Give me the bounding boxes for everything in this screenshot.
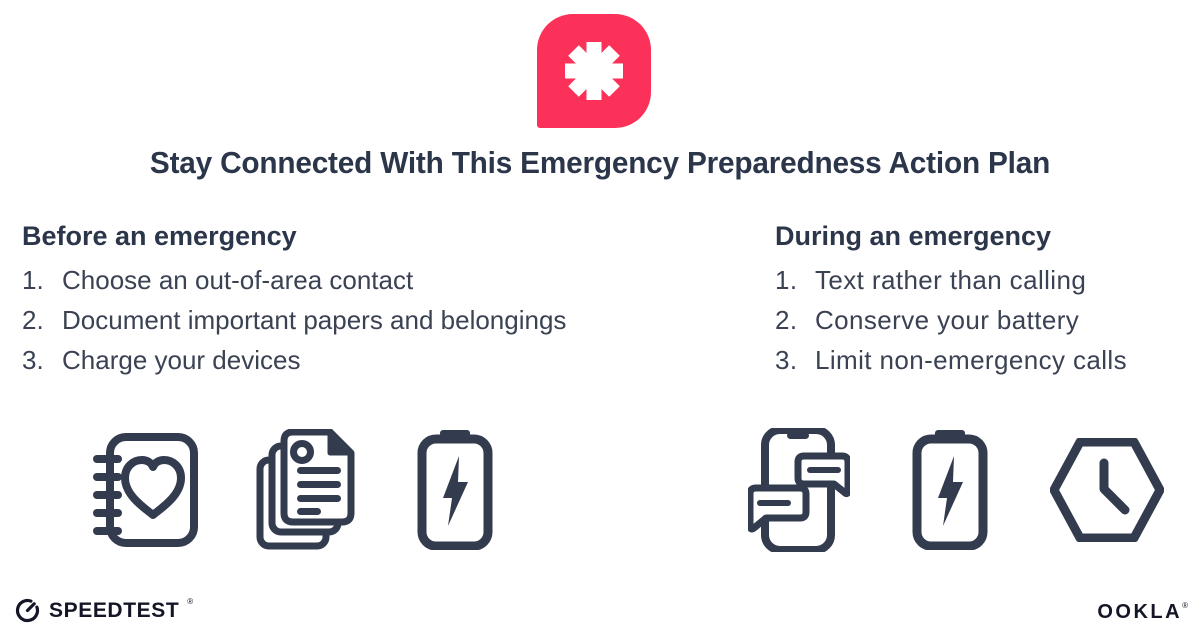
- during-emergency-section: [775, 218, 1195, 380]
- list-number: 3.: [775, 345, 798, 375]
- list-number: 1.: [775, 265, 798, 295]
- speedtest-trademark: ®: [187, 597, 194, 606]
- emergency-badge: [537, 14, 651, 128]
- battery-charging-icon: [414, 430, 496, 550]
- list-number: 2.: [22, 305, 44, 335]
- list-item: [775, 300, 1195, 340]
- documents-stack-icon: [256, 429, 356, 551]
- during-icons-row: [748, 426, 1164, 554]
- before-icons-row: [92, 426, 496, 554]
- speedometer-gauge-icon: [14, 597, 41, 624]
- before-heading: Before an emergency: [22, 221, 297, 251]
- list-number: 1.: [22, 265, 44, 295]
- list-text: Choose an out-of-area contact: [62, 265, 414, 295]
- ookla-logo: [1097, 601, 1188, 624]
- list-item: [22, 260, 722, 300]
- contact-book-heart-icon: [92, 433, 198, 547]
- hexagon-clock-icon: [1050, 438, 1164, 542]
- speedtest-wordmark: SPEEDTEST: [49, 598, 180, 622]
- list-text: Limit non-emergency calls: [815, 345, 1128, 375]
- battery-charging-icon: [909, 430, 991, 550]
- ookla-wordmark: OOKLA: [1097, 601, 1183, 623]
- list-item: [22, 300, 722, 340]
- during-heading: During an emergency: [775, 221, 1052, 251]
- list-item: [775, 260, 1195, 300]
- phone-text-messages-icon: [748, 428, 850, 552]
- list-number: 3.: [22, 345, 44, 375]
- ookla-trademark: ®: [1182, 601, 1188, 610]
- list-text: Conserve your battery: [815, 305, 1080, 335]
- list-text: Charge your devices: [62, 345, 301, 375]
- speedtest-logo: [14, 597, 193, 624]
- list-text: Document important papers and belongings: [62, 305, 567, 335]
- page-title: Stay Connected With This Emergency Preparedness Action Plan: [149, 145, 1051, 180]
- asterisk-icon: [565, 42, 623, 100]
- list-number: 2.: [775, 305, 798, 335]
- before-emergency-section: [22, 218, 722, 380]
- list-text: Text rather than calling: [815, 265, 1087, 295]
- list-item: [775, 340, 1195, 380]
- list-item: [22, 340, 722, 380]
